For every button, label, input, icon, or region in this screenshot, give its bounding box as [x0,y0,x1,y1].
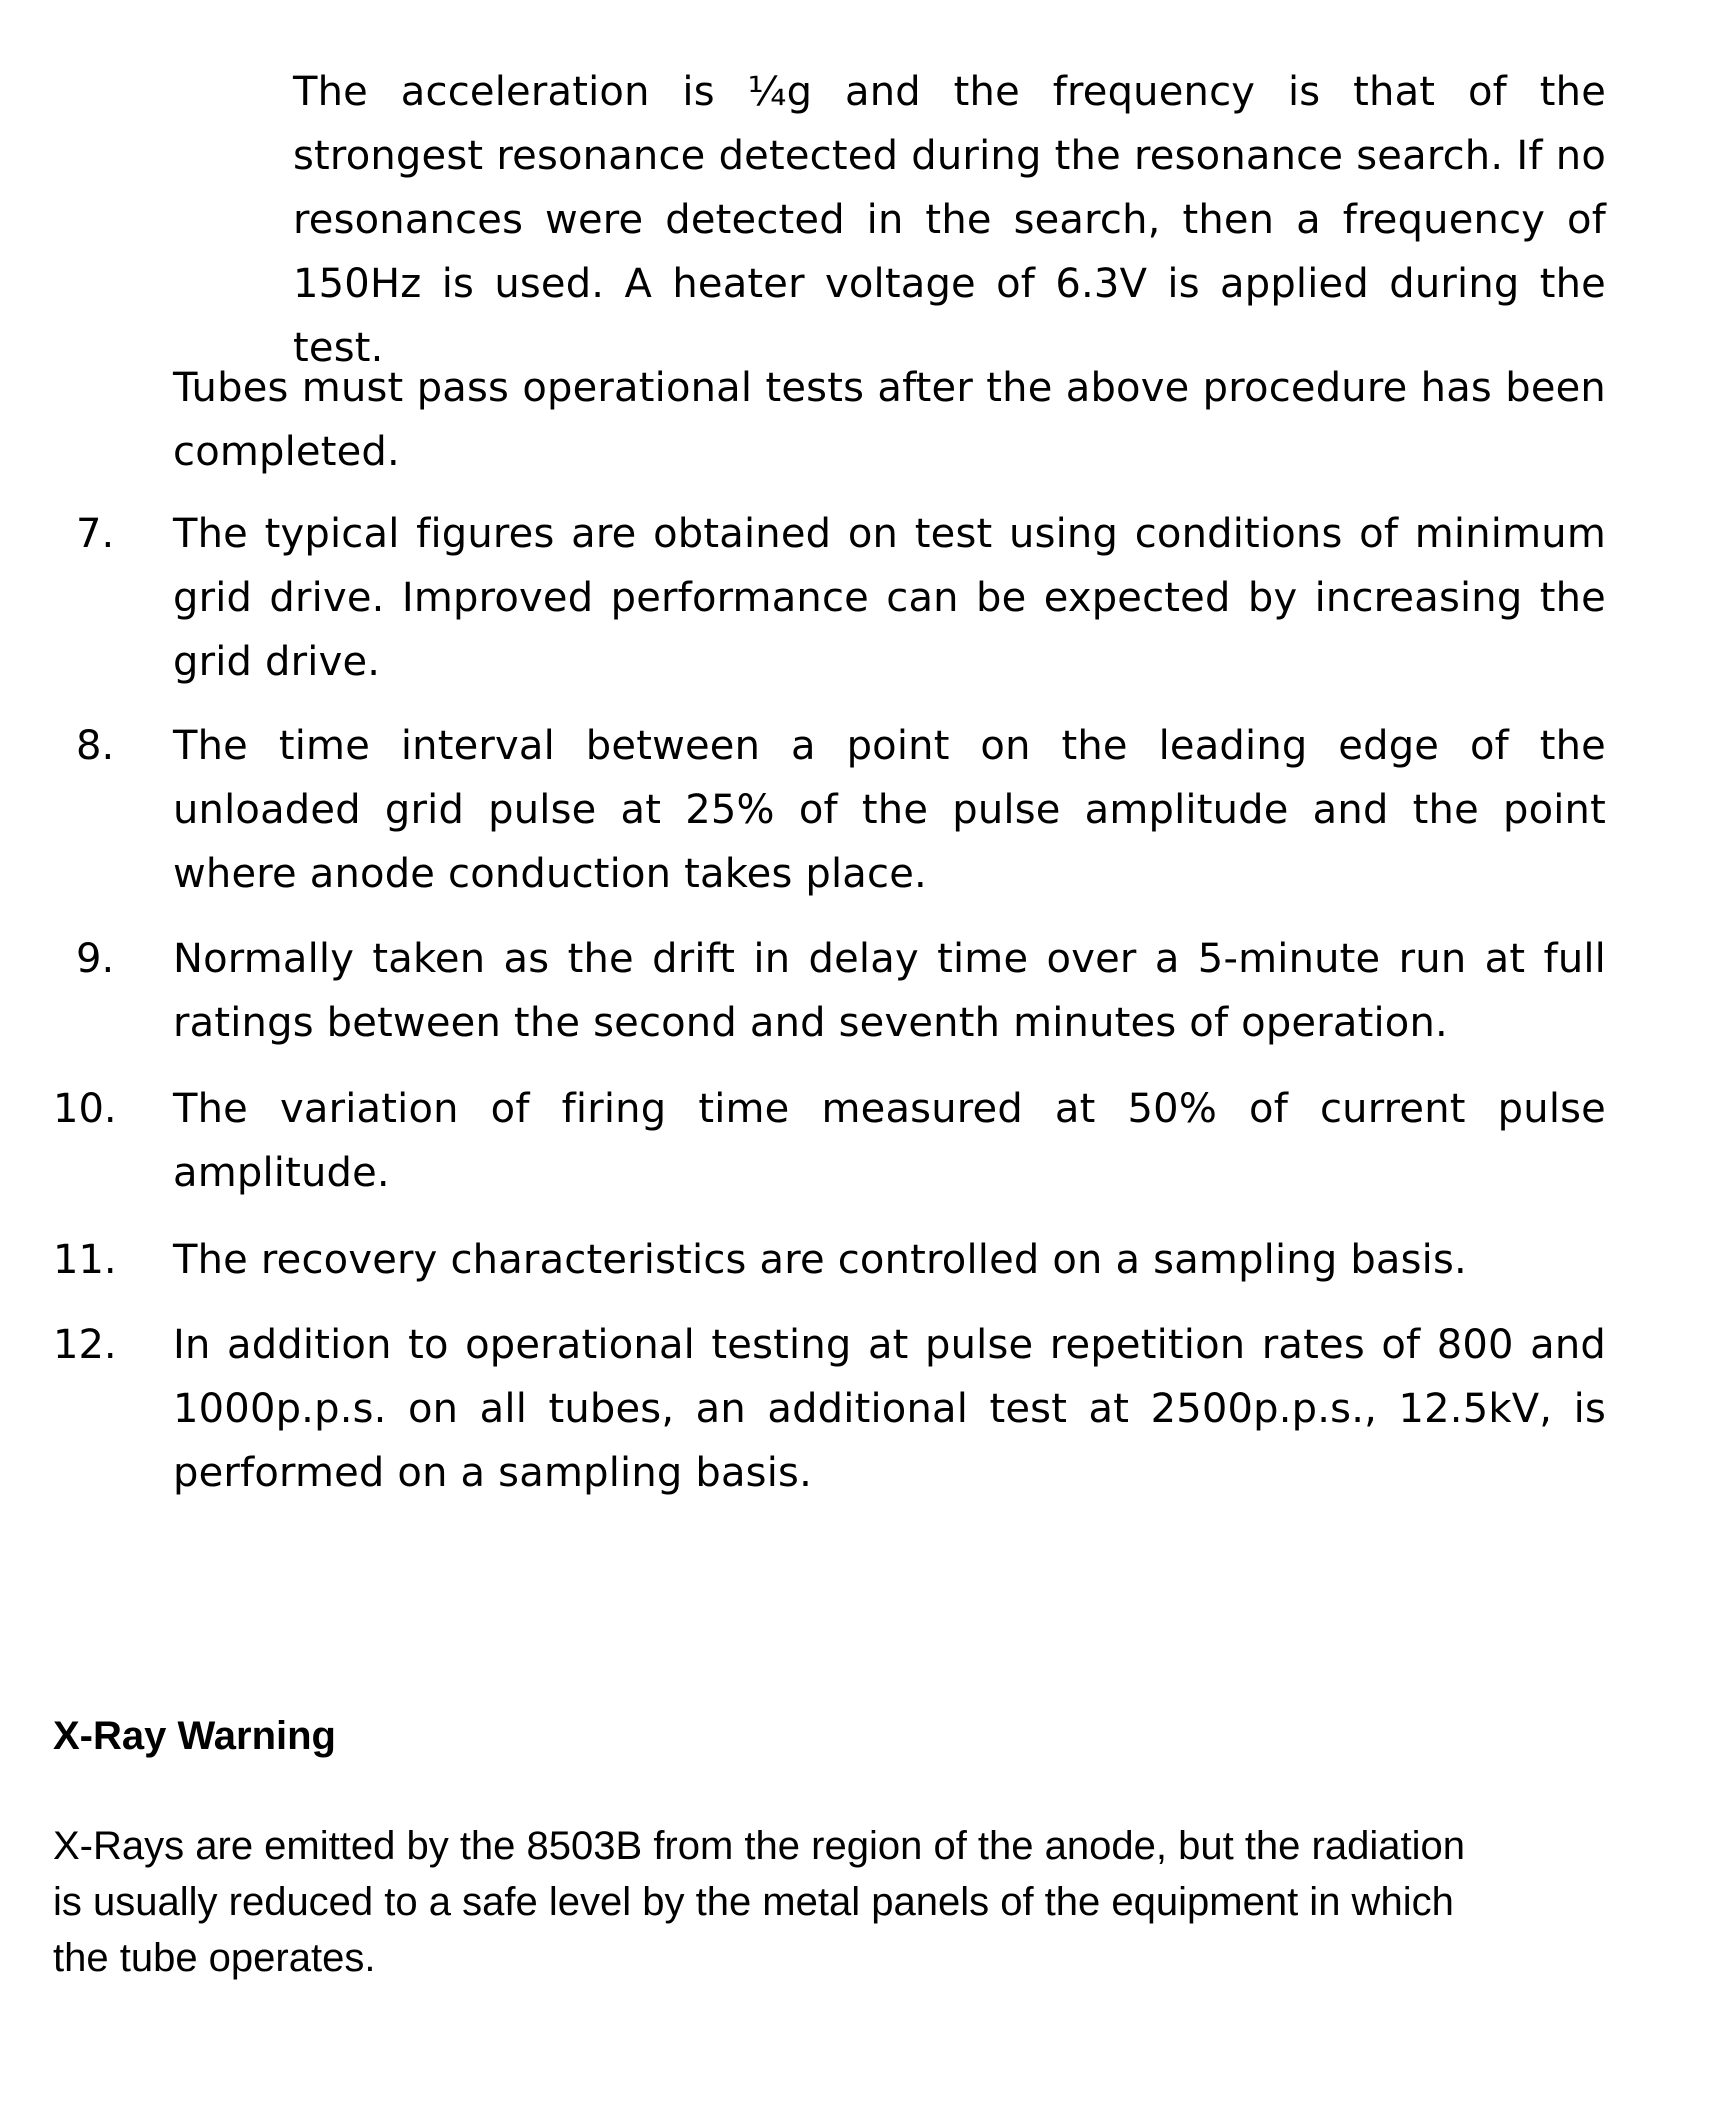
note-number: 9. [76,936,115,982]
note-number: 8. [76,723,115,769]
note-text: Normally taken as the drift in delay time over a 5-minute run at full ratings between the second and seventh minutes of operation. [173,936,1606,1046]
note-text: The typical figures are obtained on test using conditions of minimum grid drive. Improved performance can be expected by increasing the grid drive. [173,511,1606,685]
note-number: 12. [53,1322,117,1368]
note-text: The recovery characteristics are controlled on a sampling basis. [173,1237,1467,1283]
note-text: In addition to operational testing at pulse repetition rates of 800 and 1000p.p.s. on all tubes, an additional test at 2500p.p.s., 12.5kV, is performed on a sampling basis. [173,1322,1606,1496]
xray-warning-text: X-Rays are emitted by the 8503B from the region of the anode, but the radiation is usually reduced to a safe level by the metal panels of the equipment in which the tube operates. [53,1824,1465,1980]
note-number: 10. [53,1086,117,1132]
note-number: 7. [76,511,115,557]
vibration-test-paragraph: The acceleration is ¼g and the frequency is that of the strongest resonance detected during the resonance search. If no resonances were detected in the search, then a frequency of 150Hz is used. A heater voltage of 6.3V is applied during the test. [293,69,1606,371]
note-text: The variation of firing time measured at 50% of current pulse amplitude. [173,1086,1606,1196]
note-text: The time interval between a point on the leading edge of the unloaded grid pulse at 25% of the pulse amplitude and the point where anode conduction takes place. [173,723,1606,897]
note-number: 11. [53,1237,117,1283]
operational-test-paragraph: Tubes must pass operational tests after the above procedure has been completed. [173,365,1606,475]
xray-warning-heading: X-Ray Warning [53,1714,336,1758]
